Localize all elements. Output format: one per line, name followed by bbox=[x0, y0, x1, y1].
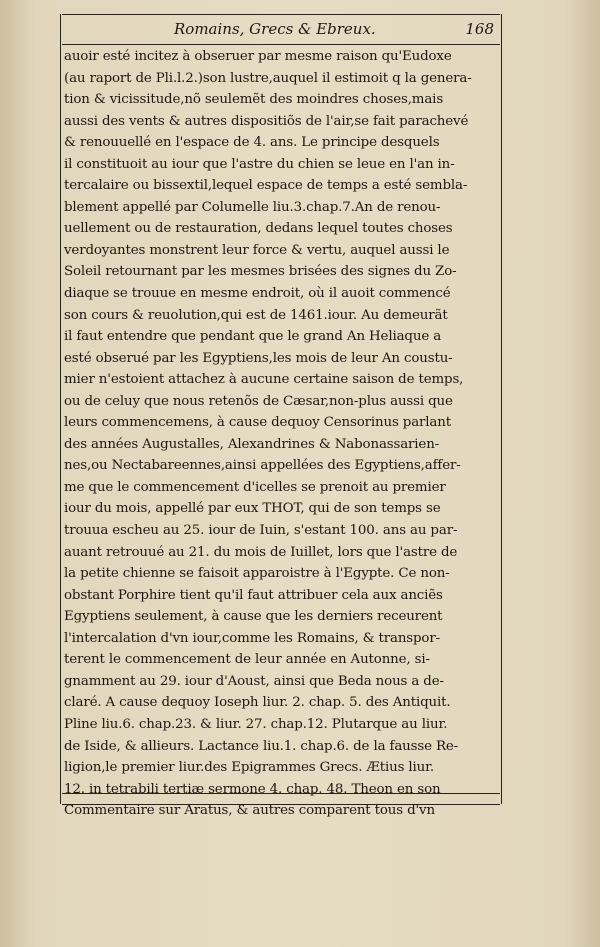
text-line: aussi des vents & autres dispositiõs de l'air,se fait parachevé bbox=[64, 113, 469, 129]
text-line: (au raport de Pli.l.2.)son lustre,auquel il estimoit q la genera- bbox=[64, 70, 472, 86]
text-line: nes,ou Nectabareennes,ainsi appellées des Egyptiens,affer- bbox=[64, 458, 461, 474]
text-line: Commentaire sur Aratus, & autres comparent tous d'vn bbox=[64, 803, 435, 819]
text-line: verdoyantes monstrent leur force & vertu, auquel aussi le bbox=[64, 242, 450, 258]
text-line: des années Augustalles, Alexandrines & Nabonassarien- bbox=[64, 436, 440, 452]
text-line: son cours & reuolution,qui est de 1461.iour. Au demeurãt bbox=[64, 307, 448, 323]
text-line: blement appellé par Columelle liu.3.chap.7.An de renou- bbox=[64, 199, 441, 215]
text-line: mier n'estoient attachez à aucune certaine saison de temps, bbox=[64, 372, 464, 388]
text-line: ou de celuy que nous retenõs de Cæsar,non-plus aussi que bbox=[64, 393, 453, 409]
page-number: 168 bbox=[465, 20, 494, 38]
text-line: iour du mois, appellé par eux THOT, qui de son temps se bbox=[64, 501, 441, 517]
text-line: Egyptiens seulement, à cause que les derniers receurent bbox=[64, 609, 443, 625]
text-line: 12. in tetrabili tertiæ sermone 4. chap. 48. Theon en son bbox=[64, 781, 441, 797]
text-line: diaque se trouue en mesme endroit, où il auoit commencé bbox=[64, 286, 451, 302]
text-line: Pline liu.6. chap.23. & liur. 27. chap.12. Plutarque au liur. bbox=[64, 716, 448, 732]
text-line: Soleil retournant par les mesmes brisées des signes du Zo- bbox=[64, 264, 457, 280]
text-line: auant retrouué au 21. du mois de Iuillet, lors que l'astre de bbox=[64, 544, 458, 560]
text-line: la petite chienne se faisoit apparoistre à l'Egypte. Ce non- bbox=[64, 566, 450, 582]
top-rule bbox=[62, 14, 500, 15]
text-line: terent le commencement de leur année en Autonne, si- bbox=[64, 652, 430, 668]
text-line: il faut entendre que pendant que le grand An Heliaque a bbox=[64, 329, 442, 345]
text-line: esté obserué par les Egyptiens,les mois de leur An coustu- bbox=[64, 350, 453, 366]
text-line: de Iside, & allieurs. Lactance liu.1. chap.6. de la fausse Re- bbox=[64, 738, 459, 754]
running-title: Romains, Grecs & Ebreux. bbox=[174, 20, 376, 38]
text-line: obstant Porphire tient qu'il faut attribuer cela aux anciẽs bbox=[64, 587, 443, 603]
head-rule bbox=[62, 44, 500, 45]
text-line: trouua escheu au 25. iour de Iuin, s'estant 100. ans au par- bbox=[64, 523, 458, 539]
text-line: ligion,le premier liur.des Epigrammes Grecs. Ætius liur. bbox=[64, 760, 435, 776]
text-line: & renouuellé en l'espace de 4. ans. Le principe desquels bbox=[64, 135, 440, 151]
text-line: uellement ou de restauration, dedans lequel toutes choses bbox=[64, 221, 453, 237]
text-line: me que le commencement d'icelles se prenoit au premier bbox=[64, 479, 446, 495]
text-line: claré. A cause dequoy Ioseph liur. 2. chap. 5. des Antiquit. bbox=[64, 695, 451, 711]
text-line: gnamment au 29. iour d'Aoust, ainsi que Beda nous a de- bbox=[64, 673, 444, 689]
text-line: tercalaire ou bissextil,lequel espace de temps a esté sembla- bbox=[64, 178, 468, 194]
text-line: il constituoit au iour que l'astre du chien se leue en l'an in- bbox=[64, 156, 455, 172]
text-line: l'intercalation d'vn iour,comme les Romains, & transpor- bbox=[64, 630, 440, 646]
text-line: leurs commencemens, à cause dequoy Censorinus parlant bbox=[64, 415, 451, 431]
text-line: auoir esté incitez à obseruer par mesme raison qu'Eudoxe bbox=[64, 49, 452, 64]
text-line: tion & vicissitude,nõ seulemẽt des moindres choses,mais bbox=[64, 92, 444, 108]
body-text bbox=[64, 46, 498, 822]
running-head bbox=[64, 20, 496, 42]
